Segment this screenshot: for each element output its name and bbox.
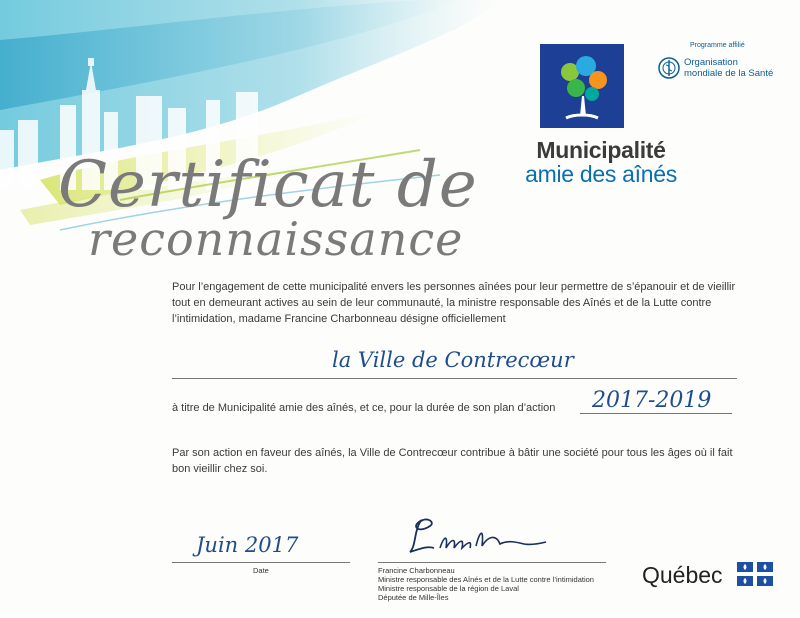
date-label: Date [253, 566, 269, 575]
oms-name-line2: mondiale de la Santé [684, 68, 774, 79]
signatory-title-1: Ministre responsable des Aînés et de la Lutte contre l’intimidation [378, 575, 594, 584]
title-paragraph: à titre de Municipalité amie des aînés, et ce, pour la durée de son plan d’action [172, 402, 556, 414]
tree-icon [540, 44, 624, 128]
signature-underline [378, 562, 606, 563]
mada-name-line2: amie des aînés [525, 161, 677, 187]
plan-period: 2017-2019 [592, 388, 712, 413]
quebec-flag-icon [737, 562, 773, 586]
recipient-underline [172, 378, 737, 379]
closing-paragraph: Par son action en faveur des aînés, la Ville de Contrecœur contribue à bâtir une société pour tous les âges où il fait bon vieillir chez soi. [172, 447, 733, 475]
signatory-title-3: Députée de Mille-Îles [378, 593, 449, 602]
designation-paragraph: Pour l’engagement de cette municipalité envers les personnes aînées pour leur permettre de s’épanouir et de vieillir tout en demeurant actives au sein de leur communauté, la ministre responsable des Aînés et de la Lutte contre l’intimidation, madame Francine Charbonneau désigne officiellement [172, 281, 736, 325]
signatory-name: Francine Charbonneau [378, 566, 455, 575]
mada-logo [540, 44, 624, 128]
handwritten-signature [400, 512, 550, 560]
who-emblem-icon [658, 57, 680, 79]
mada-name-line1: Municipalité [536, 137, 666, 163]
certificate-title: Certificat de [58, 148, 478, 222]
signatory-title-2: Ministre responsable de la région de Laval [378, 584, 519, 593]
mada-wordmark [516, 138, 686, 186]
oms-name [684, 57, 773, 79]
period-underline [580, 413, 732, 414]
date-underline [172, 562, 350, 563]
recipient-name: la Ville de Contrecœur [332, 348, 574, 372]
signatory-block [378, 566, 594, 602]
oms-program-label: Programme affilié [690, 42, 745, 49]
oms-name-line1: Organisation [684, 57, 738, 68]
certificate-subtitle: reconnaissance [88, 212, 464, 266]
date-value: Juin 2017 [196, 533, 299, 557]
quebec-wordmark: Québec [642, 562, 723, 588]
